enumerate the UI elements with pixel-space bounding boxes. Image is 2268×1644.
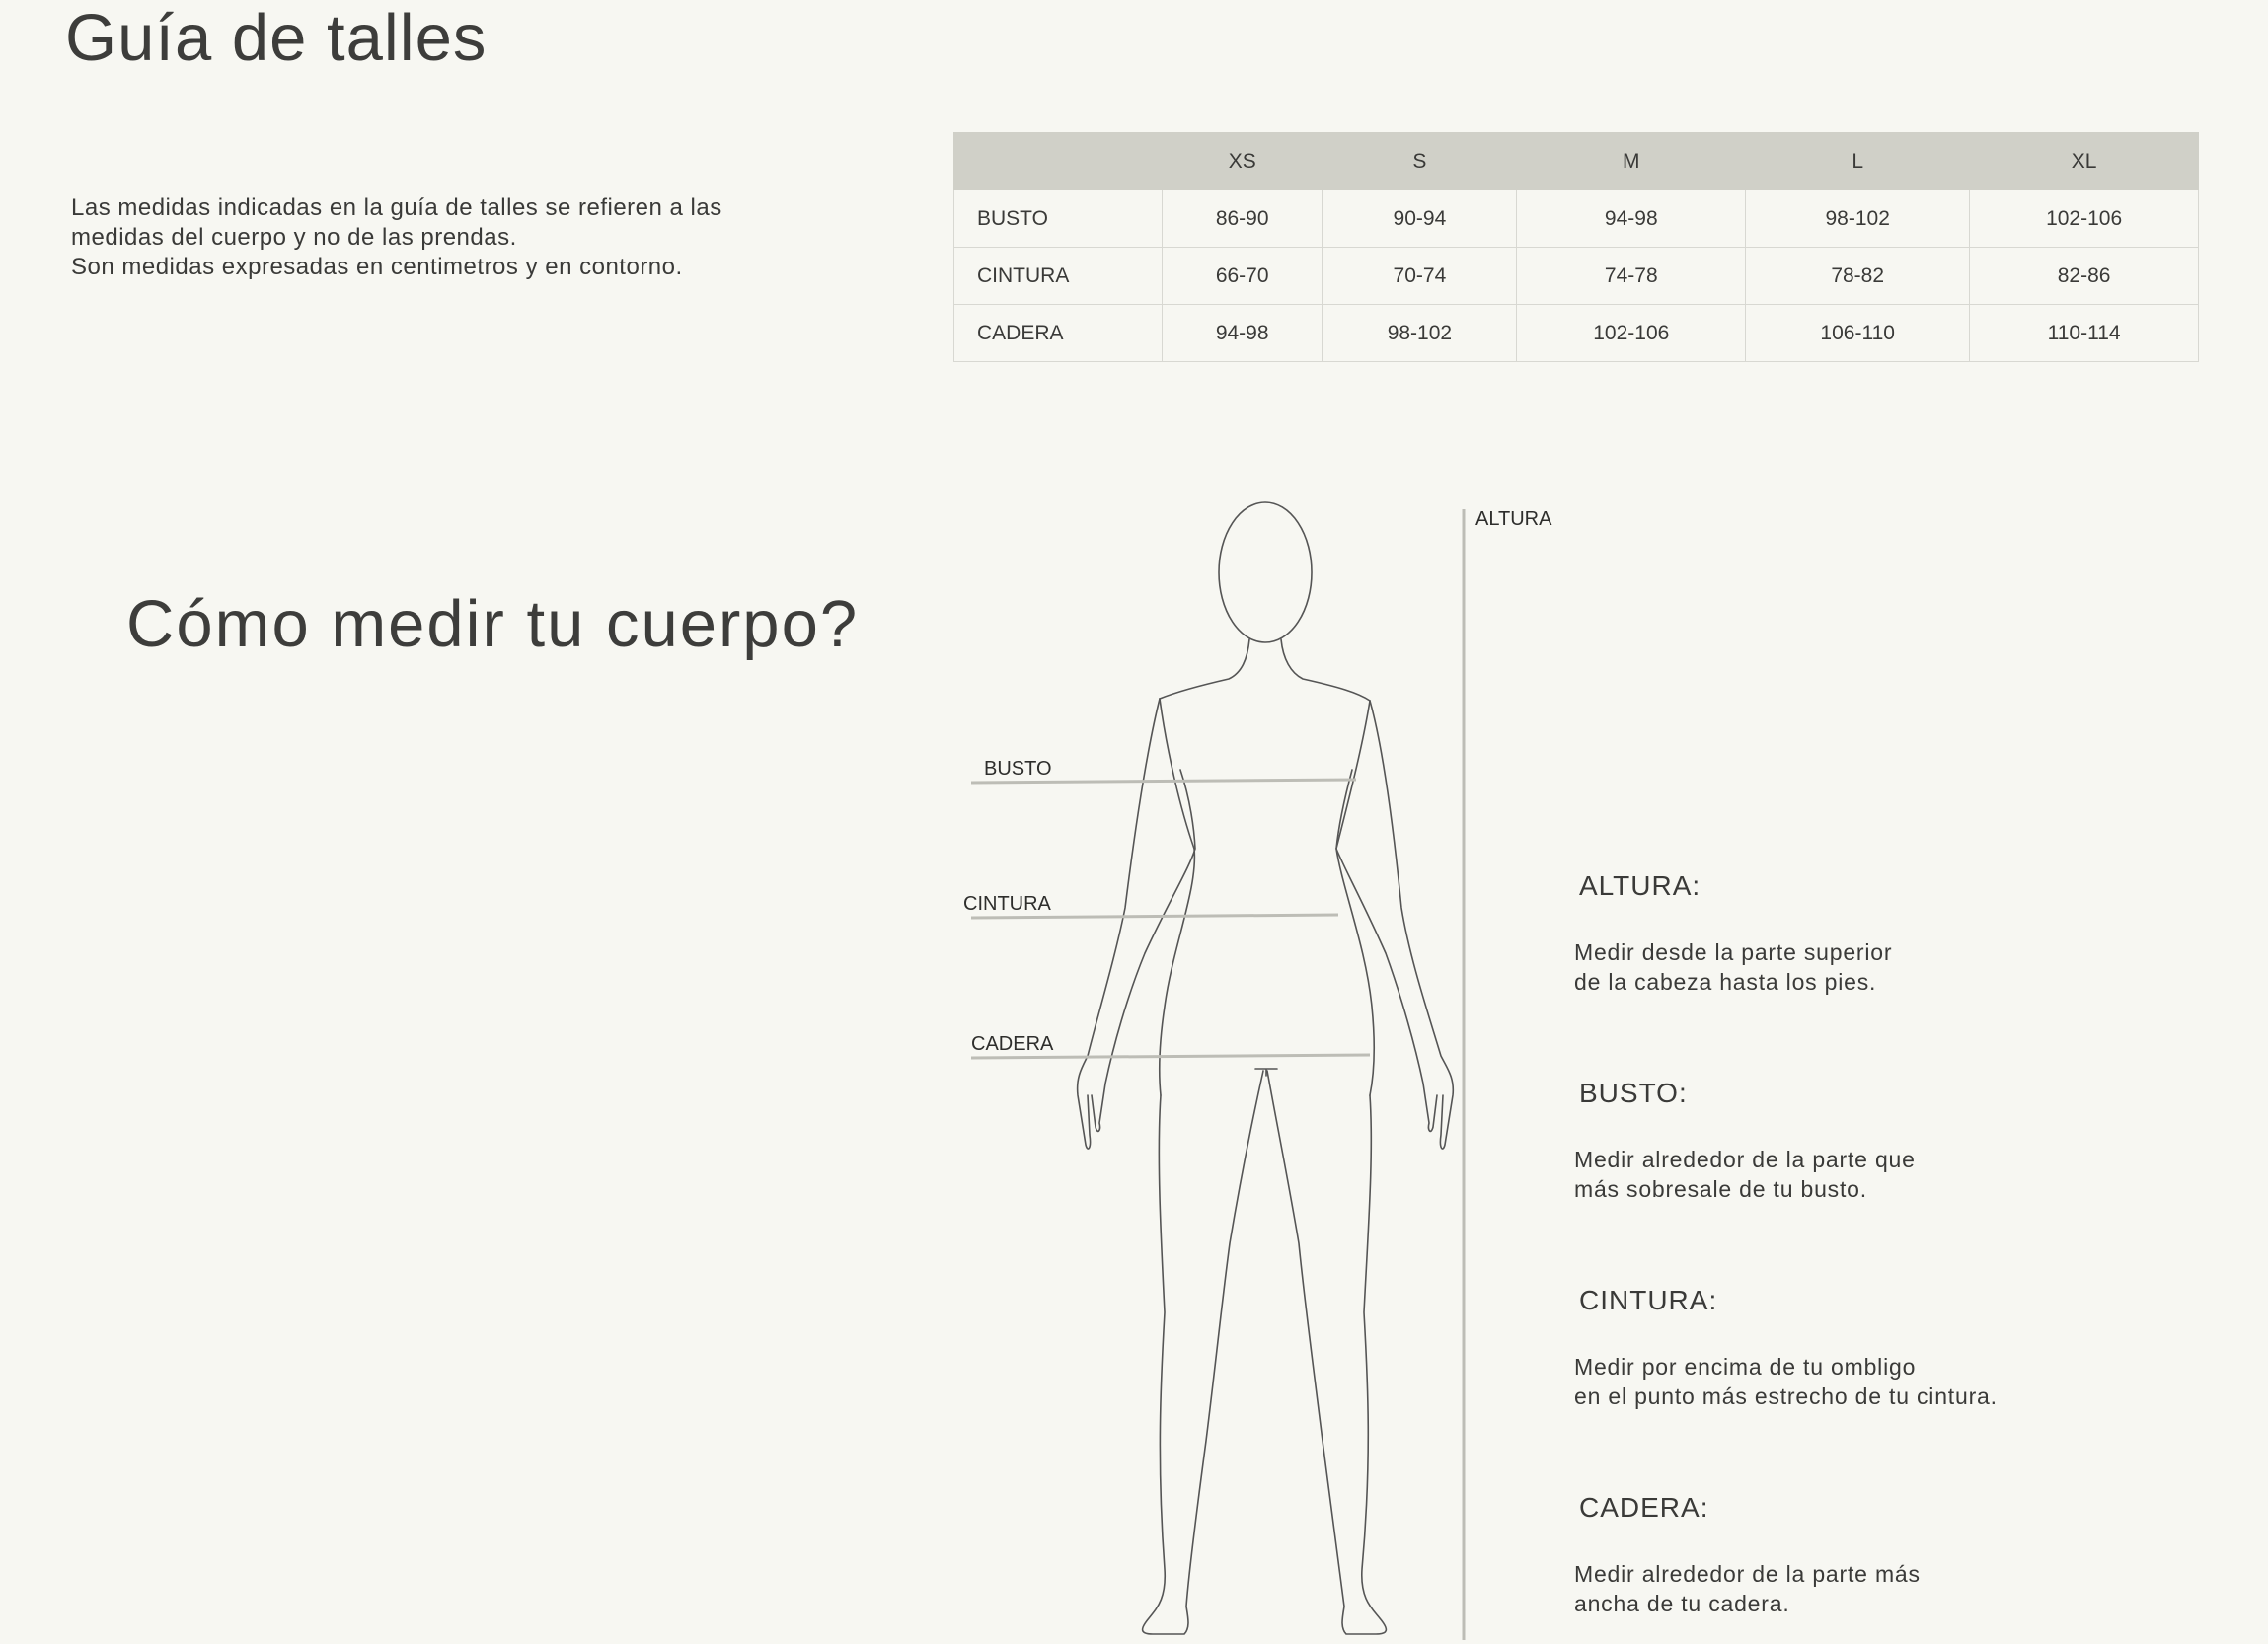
instruction-line: Medir por encima de tu ombligo (1574, 1354, 1917, 1380)
instruction-line: Medir alrededor de la parte más (1574, 1561, 1921, 1587)
instruction-line: Medir desde la parte superior (1574, 939, 1893, 965)
instruction-busto (1574, 1078, 2107, 1204)
figure-label-altura: ALTURA (1475, 508, 1552, 530)
table-cell: 70-74 (1323, 248, 1517, 305)
table-cell: 74-78 (1517, 248, 1746, 305)
intro-line: Las medidas indicadas en la guía de talles se refieren a las (71, 194, 722, 221)
right-shoulder-line (1281, 639, 1370, 701)
instruction-line: Medir alrededor de la parte que (1574, 1147, 1916, 1172)
intro-line: medidas del cuerpo y no de las prendas. (71, 224, 517, 251)
row-label-cadera: CADERA (954, 305, 1163, 362)
instruction-heading: CINTURA: (1579, 1285, 1718, 1315)
instruction-heading: CADERA: (1579, 1492, 1709, 1523)
body-outline (1078, 502, 1454, 1634)
figure-label-cadera: CADERA (971, 1033, 1054, 1055)
table-cell: 82-86 (1970, 248, 2199, 305)
left-shoulder-line (1160, 639, 1249, 699)
table-cell: 94-98 (1517, 190, 1746, 248)
size-header-s: S (1323, 133, 1517, 190)
size-header-xs: XS (1163, 133, 1323, 190)
instruction-line: de la cabeza hasta los pies. (1574, 969, 1877, 995)
busto-measure-line (971, 780, 1356, 783)
figure-label-cintura: CINTURA (963, 893, 1051, 915)
table-cell: 90-94 (1323, 190, 1517, 248)
instruction-cintura (1574, 1285, 2107, 1411)
right-arm-line (1336, 701, 1453, 1149)
figure-label-busto: BUSTO (984, 758, 1052, 780)
left-arm-line (1078, 699, 1195, 1149)
size-header-xl: XL (1970, 133, 2199, 190)
instruction-line: en el punto más estrecho de tu cintura. (1574, 1383, 1998, 1409)
left-torso-line (1160, 699, 1195, 1095)
table-cell: 86-90 (1163, 190, 1323, 248)
table-cell: 106-110 (1746, 305, 1970, 362)
left-leg-line (1143, 1071, 1263, 1634)
instruction-line: ancha de tu cadera. (1574, 1591, 1790, 1616)
size-header-m: M (1517, 133, 1746, 190)
right-leg-line (1267, 1071, 1386, 1634)
right-torso-line (1336, 701, 1374, 1095)
page-title: Guía de talles (65, 1, 488, 75)
instruction-altura (1574, 870, 2107, 997)
table-cell: 78-82 (1746, 248, 1970, 305)
instruction-cadera (1574, 1492, 2107, 1618)
head-shape (1219, 502, 1312, 642)
table-cell: 98-102 (1323, 305, 1517, 362)
instruction-heading: BUSTO: (1579, 1078, 1688, 1108)
table-cell: 98-102 (1746, 190, 1970, 248)
table-cell: 102-106 (1517, 305, 1746, 362)
cadera-measure-line (971, 1055, 1370, 1058)
table-cell: 66-70 (1163, 248, 1323, 305)
cintura-measure-line (971, 915, 1338, 918)
table-cell: 110-114 (1970, 305, 2199, 362)
instruction-line: más sobresale de tu busto. (1574, 1176, 1867, 1202)
size-header-l: L (1746, 133, 1970, 190)
table-cell: 102-106 (1970, 190, 2199, 248)
intro-line: Son medidas expresadas en centimetros y en contorno. (71, 254, 683, 280)
table-cell: 94-98 (1163, 305, 1323, 362)
measure-title: Cómo medir tu cuerpo? (126, 587, 860, 661)
measurement-lines (971, 509, 1464, 1640)
row-label-busto: BUSTO (954, 190, 1163, 248)
row-label-cintura: CINTURA (954, 248, 1163, 305)
instruction-heading: ALTURA: (1579, 870, 1701, 901)
crotch-mark (1255, 1069, 1277, 1076)
